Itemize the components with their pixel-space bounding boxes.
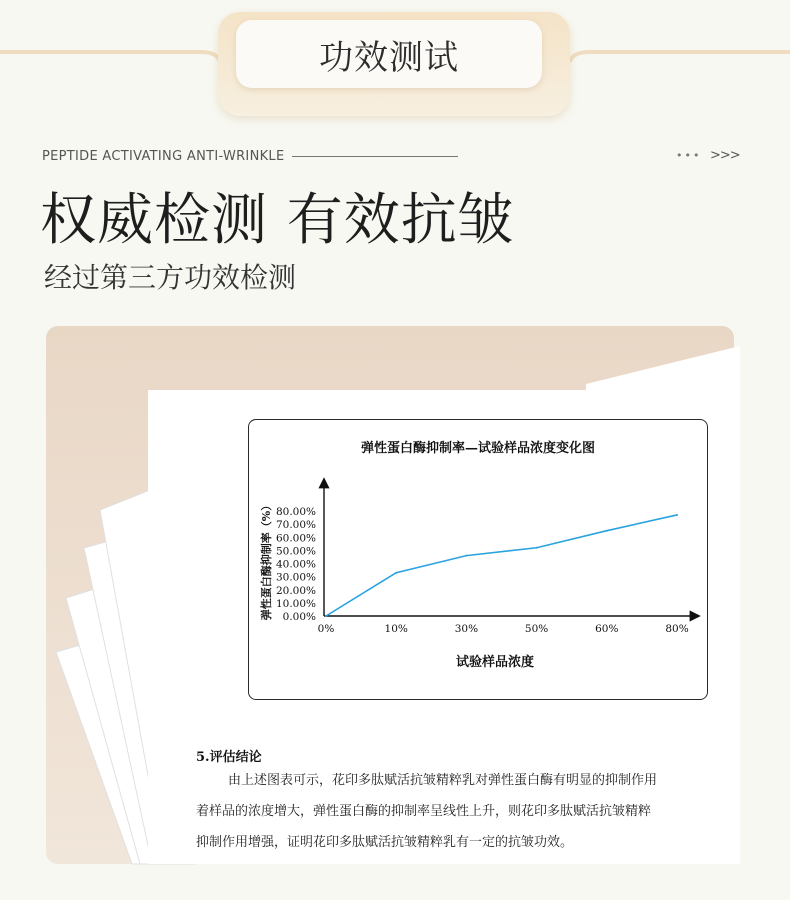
x-tick-label: 10%	[384, 623, 408, 635]
subheadline: 经过第三方功效检测	[44, 261, 297, 294]
y-tick-label: 80.00%	[275, 506, 316, 518]
banner-title: 功效测试	[319, 37, 459, 78]
data-point	[395, 572, 397, 574]
x-axis-label: 试验样品浓度	[455, 655, 535, 670]
arrows-ornament: >>>	[710, 148, 740, 163]
data-point	[606, 530, 608, 532]
y-tick-label: 40.00%	[275, 558, 316, 571]
x-tick-label: 80%	[665, 623, 689, 635]
dots-ornament: •••	[676, 149, 702, 162]
data-point	[465, 555, 467, 557]
y-axis-label: 弹性蛋白酶抑制率（%）	[260, 499, 273, 621]
y-tick-label: 30.00%	[275, 571, 316, 584]
data-point	[325, 615, 327, 617]
y-tick-label: 0.00%	[282, 611, 316, 623]
conclusion-line: 着样品的浓度增大，弹性蛋白酶的抑制率呈线性上升，则花印多肽赋活抗皱精粹	[196, 804, 652, 819]
chart-title: 弹性蛋白酶抑制率—试验样品浓度变化图	[360, 441, 595, 456]
x-tick-label: 60%	[595, 623, 619, 635]
x-tick-label: 0%	[317, 623, 335, 635]
conclusion-line: 抑制作用增强，证明花印多肽赋活抗皱精粹乳有一定的抗皱功效。	[196, 835, 574, 850]
headline: 权威检测 有效抗皱	[40, 188, 515, 253]
data-point	[536, 547, 538, 549]
y-tick-label: 50.00%	[275, 545, 316, 558]
data-point	[676, 514, 678, 516]
y-tick-label: 70.00%	[275, 519, 316, 532]
x-tick-label: 50%	[524, 623, 549, 635]
x-tick-label: 30%	[454, 623, 479, 635]
conclusion-heading: 5.评估结论	[196, 750, 262, 765]
y-tick-label: 10.00%	[275, 597, 316, 610]
conclusion-line: 由上述图表可示，花印多肽赋活抗皱精粹乳对弹性蛋白酶有明显的抑制作用	[228, 773, 658, 788]
y-tick-label: 20.00%	[275, 584, 316, 597]
eyebrow-text: PEPTIDE ACTIVATING ANTI-WRINKLE	[42, 149, 285, 164]
series-line	[326, 515, 677, 616]
y-tick-label: 60.00%	[275, 532, 316, 545]
